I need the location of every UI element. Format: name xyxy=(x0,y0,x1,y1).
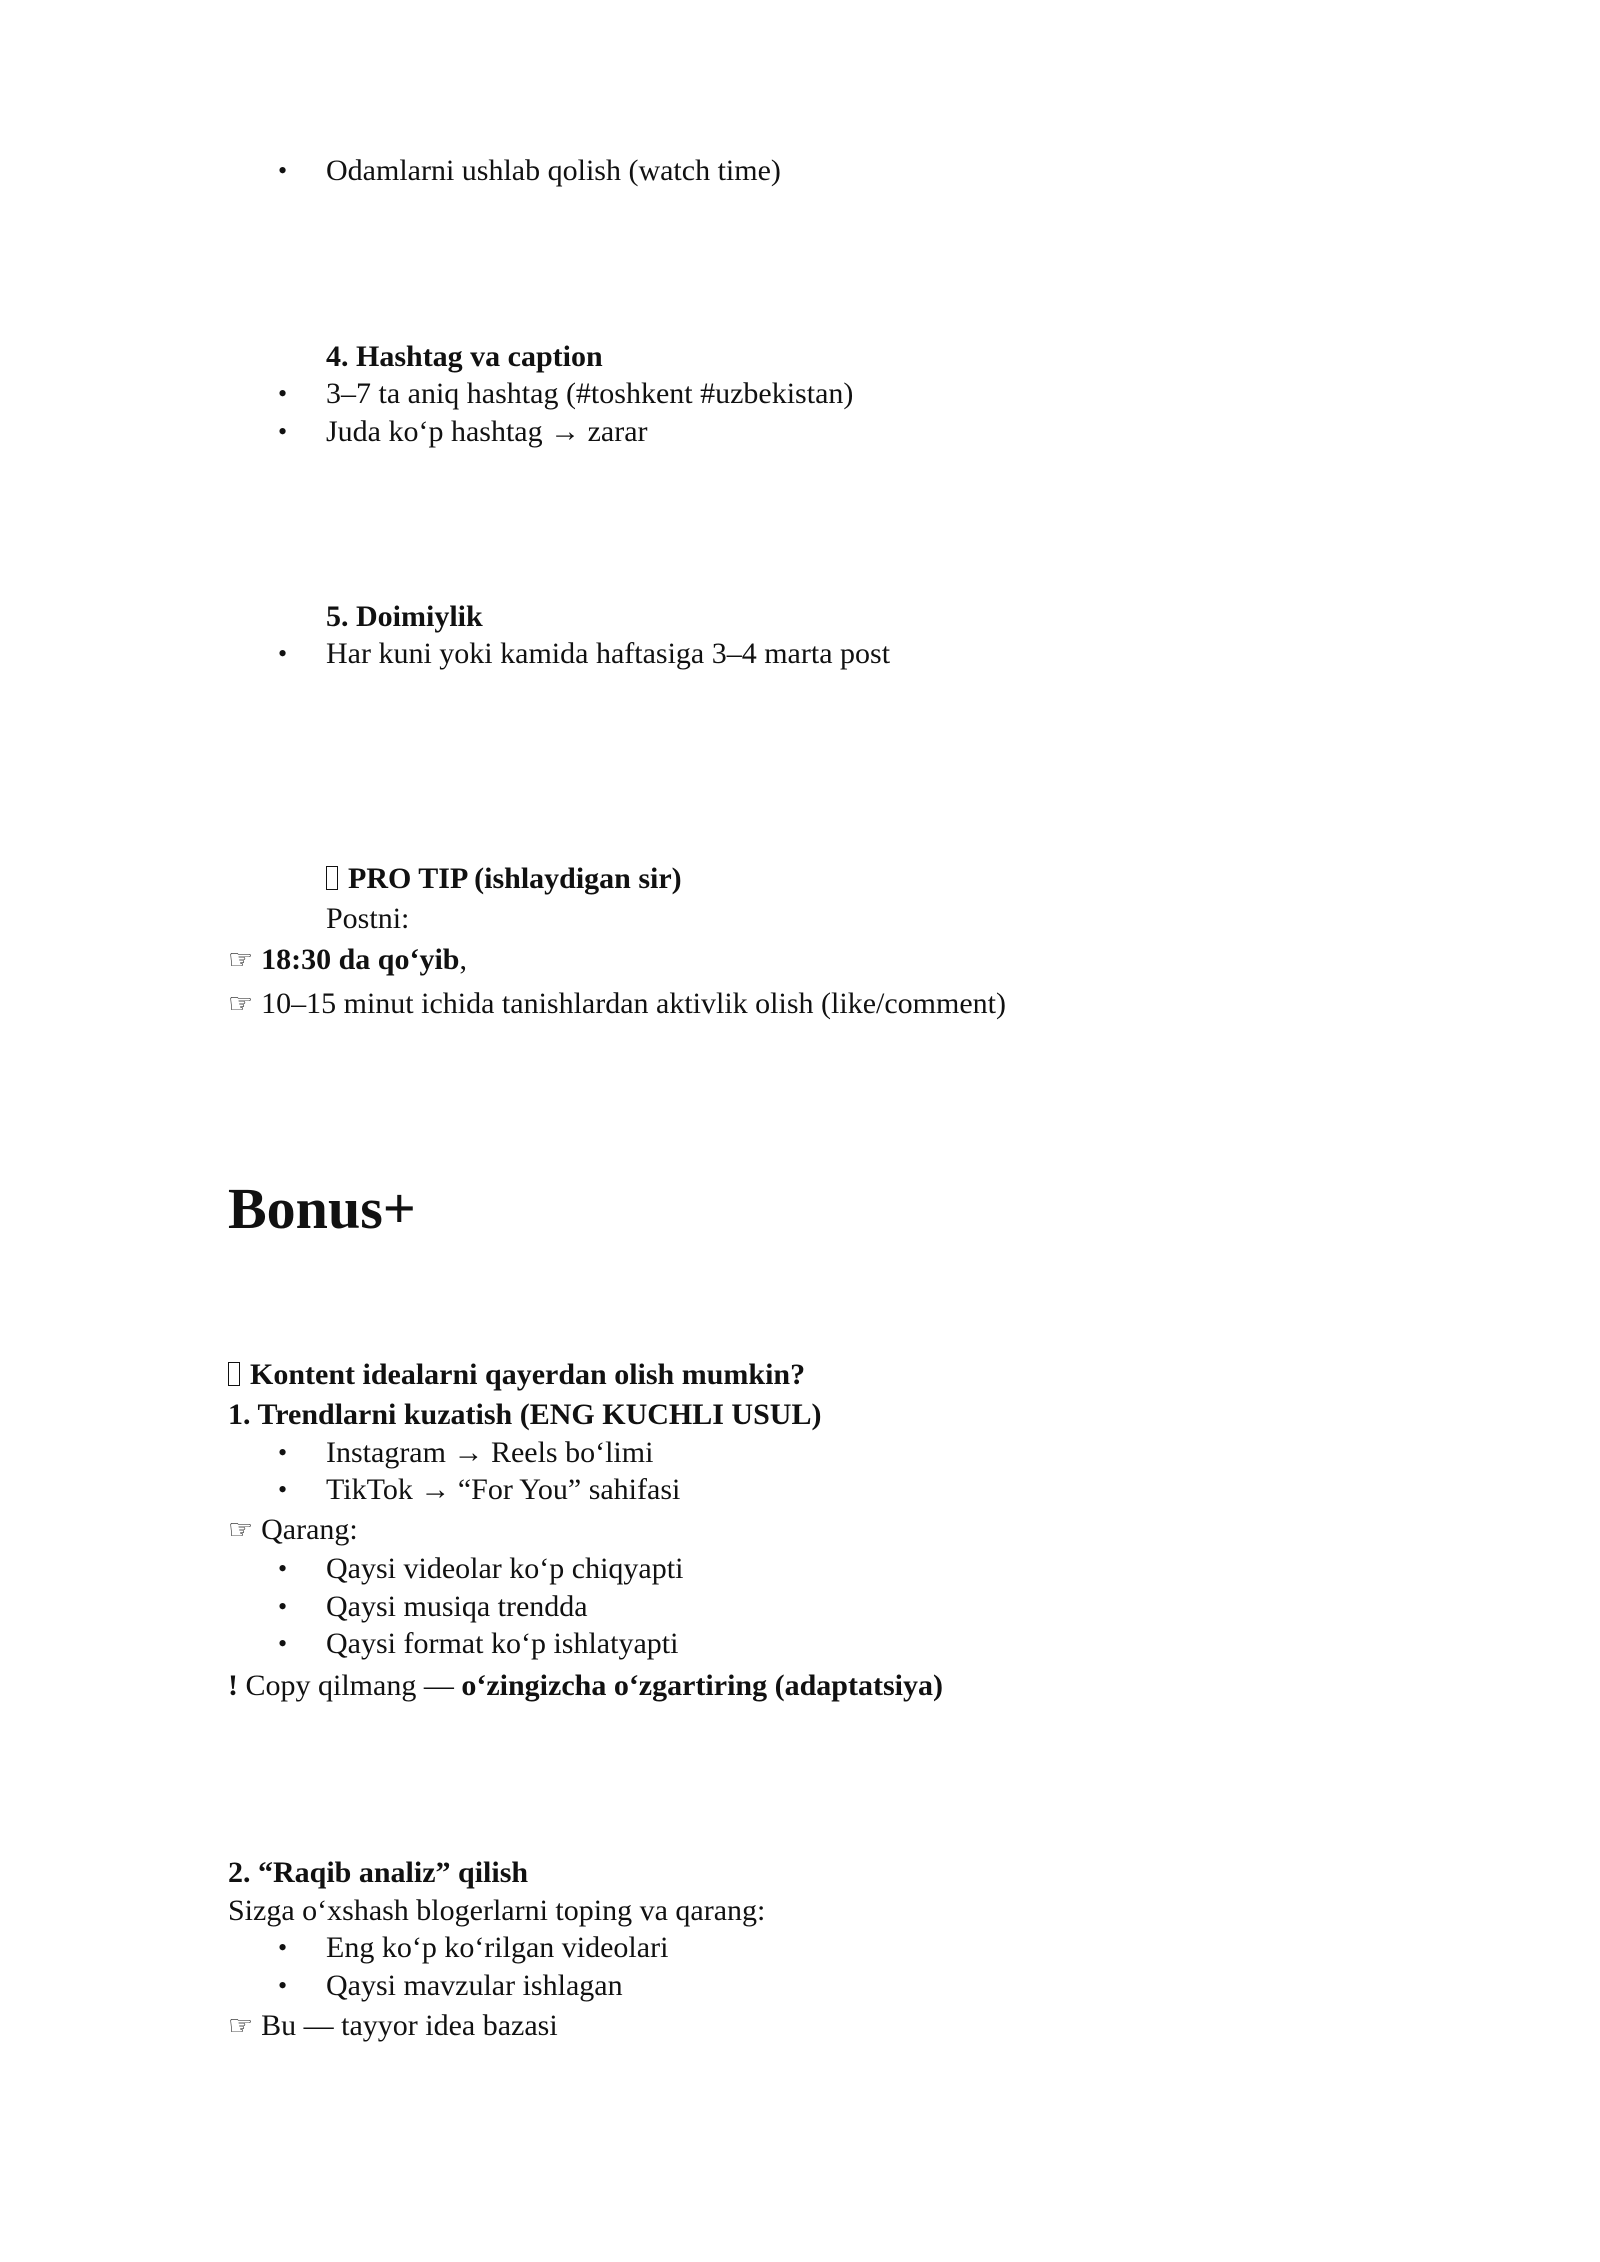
bullet-icon: • xyxy=(278,1475,288,1504)
bullet-icon: • xyxy=(278,1971,288,2000)
section-heading-hashtag: 4. Hashtag va caption xyxy=(326,340,603,373)
pointing-hand-icon: ☞ xyxy=(228,1513,254,1546)
list-item: Qaysi videolar ko‘p chiqyapti xyxy=(326,1552,684,1585)
pointing-hand-icon: ☞ xyxy=(228,987,254,1020)
bullet-icon: • xyxy=(278,1629,288,1658)
conclusion-text: Bu — tayyor idea bazasi xyxy=(261,2009,558,2042)
pro-tip-line-2 xyxy=(228,989,1006,1019)
list-item: Qaysi mavzular ishlagan xyxy=(326,1969,623,2002)
item2-conclusion xyxy=(228,2011,558,2041)
warning-line xyxy=(228,1671,943,1701)
bullet-icon: • xyxy=(278,417,288,446)
bonus-title: Bonus+ xyxy=(228,1176,416,1241)
bullet-icon: • xyxy=(278,639,288,668)
list-item: Juda ko‘p hashtag → zarar xyxy=(326,415,648,448)
item1-heading: 1. Trendlarni kuzatish (ENG KUCHLI USUL) xyxy=(228,1398,822,1431)
pro-tip-intro: Postni: xyxy=(326,902,410,935)
look-label xyxy=(228,1515,358,1545)
bullet-icon: • xyxy=(278,379,288,408)
warning-bold: o‘zingizcha o‘zgartiring (adaptatsiya) xyxy=(461,1669,943,1702)
pro-tip-activity: 10–15 minut ichida tanishlardan aktivlik olish (like/comment) xyxy=(261,987,1006,1020)
list-item: Qaysi musiqa trendda xyxy=(326,1590,588,1623)
warning-text: Copy qilmang — xyxy=(238,1669,462,1702)
pointing-hand-icon: ☞ xyxy=(228,2009,254,2042)
comma: , xyxy=(459,943,467,976)
pro-tip-title: PRO TIP (ishlaydigan sir) xyxy=(348,862,682,895)
bullet-icon: • xyxy=(278,156,288,185)
pointing-hand-icon: ☞ xyxy=(228,943,254,976)
bullet-icon: • xyxy=(278,1438,288,1467)
section-heading-doimiylik: 5. Doimiylik xyxy=(326,600,483,633)
exclamation-icon: ! xyxy=(228,1669,238,1702)
item2-heading: 2. “Raqib analiz” qilish xyxy=(228,1856,529,1889)
list-item: Odamlarni ushlab qolish (watch time) xyxy=(326,154,781,187)
item2-intro: Sizga o‘xshash blogerlarni toping va qarang: xyxy=(228,1894,766,1927)
list-item: Eng ko‘p ko‘rilgan videolari xyxy=(326,1931,669,1964)
missing-glyph-icon xyxy=(326,866,338,890)
bullet-icon: • xyxy=(278,1933,288,1962)
pro-tip-line-1 xyxy=(228,945,467,975)
pro-tip-heading xyxy=(326,864,682,894)
bonus-question xyxy=(228,1360,805,1390)
list-item: 3–7 ta aniq hashtag (#toshkent #uzbekistan) xyxy=(326,377,854,410)
list-item: TikTok → “For You” sahifasi xyxy=(326,1473,681,1506)
list-item: Instagram → Reels bo‘limi xyxy=(326,1436,654,1469)
list-item: Qaysi format ko‘p ishlatyapti xyxy=(326,1627,679,1660)
missing-glyph-icon xyxy=(228,1362,240,1386)
question-text: Kontent idealarni qayerdan olish mumkin? xyxy=(250,1358,806,1391)
bullet-icon: • xyxy=(278,1592,288,1621)
pro-tip-time: 18:30 da qo‘yib xyxy=(261,943,460,976)
list-item: Har kuni yoki kamida haftasiga 3–4 marta post xyxy=(326,637,891,670)
bullet-icon: • xyxy=(278,1554,288,1583)
look-label-text: Qarang: xyxy=(261,1513,358,1546)
